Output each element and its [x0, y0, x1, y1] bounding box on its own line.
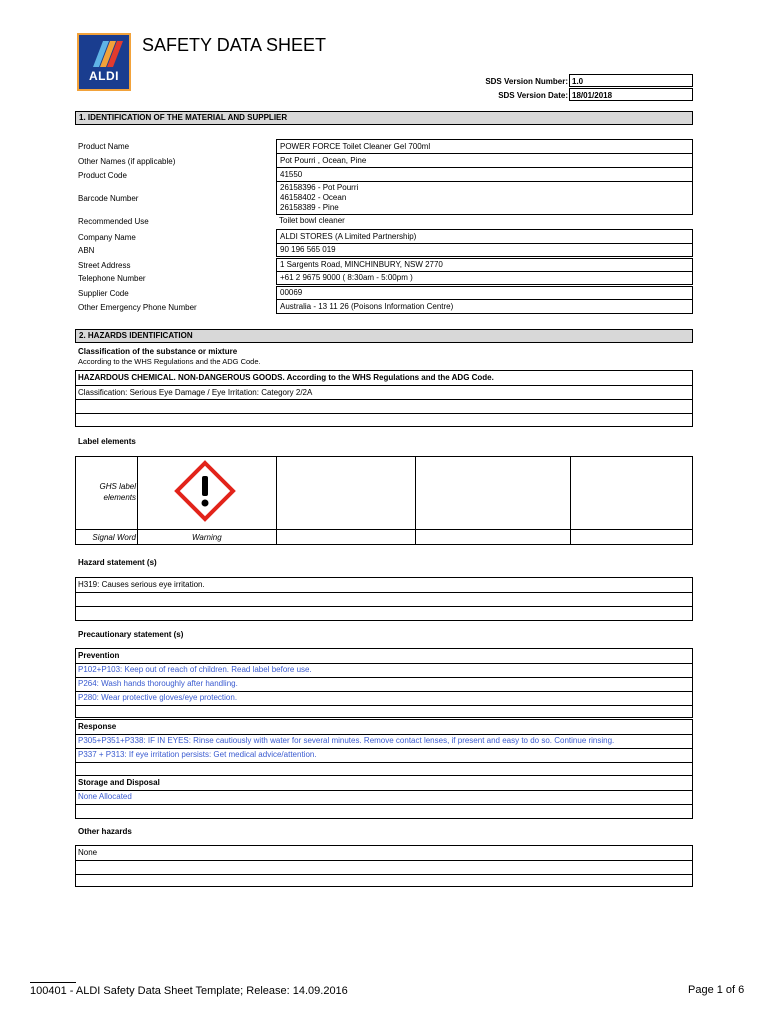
product-name-field: POWER FORCE Toilet Cleaner Gel 700ml [276, 139, 693, 154]
aldi-logo-stripes-icon [87, 41, 123, 67]
abn-field: 90 196 565 019 [276, 243, 693, 257]
product-name-label: Product Name [78, 142, 130, 151]
supplier-code-field: 00069 [276, 286, 693, 300]
other-names-label: Other Names (if applicable) [78, 157, 176, 166]
precautionary-heading: Precautionary statement (s) [78, 630, 184, 639]
version-date-label: SDS Version Date: [498, 91, 568, 100]
barcode-field [276, 181, 693, 215]
recommended-use-value: Toilet bowl cleaner [279, 216, 345, 225]
barcode-line: 46158402 - Ocean [280, 193, 347, 202]
barcode-label: Barcode Number [78, 194, 139, 203]
emergency-label: Other Emergency Phone Number [78, 303, 197, 312]
street-field: 1 Sargents Road, MINCHINBURY, NSW 2770 [276, 258, 693, 272]
page-title: SAFETY DATA SHEET [142, 35, 327, 55]
hazard-statement-text: H319: Causes serious eye irritation. [78, 580, 205, 589]
street-label: Street Address [78, 261, 131, 270]
emergency-field: Australia - 13 11 26 (Poisons Information Centre) [276, 299, 693, 314]
other-hazards-heading: Other hazards [78, 827, 132, 836]
classification-text: Classification: Serious Eye Damage / Eye Irritation: Category 2/2A [78, 388, 313, 397]
product-code-label: Product Code [78, 171, 127, 180]
other-names-field: Pot Pourri , Ocean, Pine [276, 153, 693, 168]
hazard-bold-text: HAZARDOUS CHEMICAL. NON-DANGEROUS GOODS. According to the WHS Regulations and the ADG Code. [78, 373, 494, 382]
label-elements-heading: Label elements [78, 437, 136, 446]
recommended-use-label: Recommended Use [78, 217, 149, 226]
storage-box [75, 775, 693, 819]
company-name-label: Company Name [78, 233, 136, 242]
barcode-line: 26158389 - Pine [280, 203, 339, 212]
version-number-label: SDS Version Number: [485, 77, 568, 86]
prevention-statement: P280: Wear protective gloves/eye protection. [78, 693, 238, 702]
classification-heading: Classification of the substance or mixture [78, 347, 238, 356]
other-hazards-text: None [78, 848, 98, 857]
prevention-statement: P264: Wash hands thoroughly after handling. [78, 679, 238, 688]
product-code-field: 41550 [276, 167, 693, 182]
exclamation-mark-pictogram-icon [174, 460, 236, 522]
version-date-field: 18/01/2018 [569, 88, 693, 101]
ghs-label-table [75, 456, 693, 545]
classification-box [75, 370, 693, 427]
classification-subheading: According to the WHS Regulations and the ADG Code. [78, 357, 261, 366]
page-number: Page 1 of 6 [688, 984, 745, 996]
hazard-statement-box [75, 577, 693, 621]
storage-heading: Storage and Disposal [78, 778, 160, 787]
barcode-line: 26158396 - Pot Pourri [280, 183, 359, 192]
aldi-logo [77, 33, 131, 91]
signal-word-label: Signal Word [92, 533, 136, 542]
hazard-statement-heading: Hazard statement (s) [78, 558, 157, 567]
response-statement: P305+P351+P338: IF IN EYES: Rinse cautiously with water for several minutes. Remove contact lenses, if present and easy to do so. Continue rinsing. [78, 736, 615, 745]
section-2-header: 2. HAZARDS IDENTIFICATION [75, 329, 693, 343]
section-1-header: 1. IDENTIFICATION OF THE MATERIAL AND SUPPLIER [75, 111, 693, 125]
logo-text: ALDI [89, 69, 119, 83]
abn-label: ABN [78, 246, 95, 255]
telephone-label: Telephone Number [78, 274, 146, 283]
other-hazards-box [75, 845, 693, 887]
response-box [75, 719, 693, 776]
prevention-statement: P102+P103: Keep out of reach of children. Read label before use. [78, 665, 312, 674]
response-statement: P337 + P313: If eye irritation persists: Get medical advice/attention. [78, 750, 317, 759]
footer-template-text: 100401 - ALDI Safety Data Sheet Template; Release: 14.09.2016 [30, 985, 348, 997]
prevention-heading: Prevention [78, 651, 120, 660]
signal-word-value: Warning [192, 533, 222, 542]
prevention-box [75, 648, 693, 718]
company-name-field: ALDI STORES (A Limited Partnership) [276, 229, 693, 244]
telephone-field: +61 2 9675 9000 ( 8:30am - 5:00pm ) [276, 271, 693, 285]
supplier-code-label: Supplier Code [78, 289, 129, 298]
footer-rule [30, 982, 76, 983]
version-number-field: 1.0 [569, 74, 693, 87]
ghs-label-text: GHS label elements [99, 482, 136, 502]
response-heading: Response [78, 722, 117, 731]
storage-text: None Allocated [78, 792, 132, 801]
